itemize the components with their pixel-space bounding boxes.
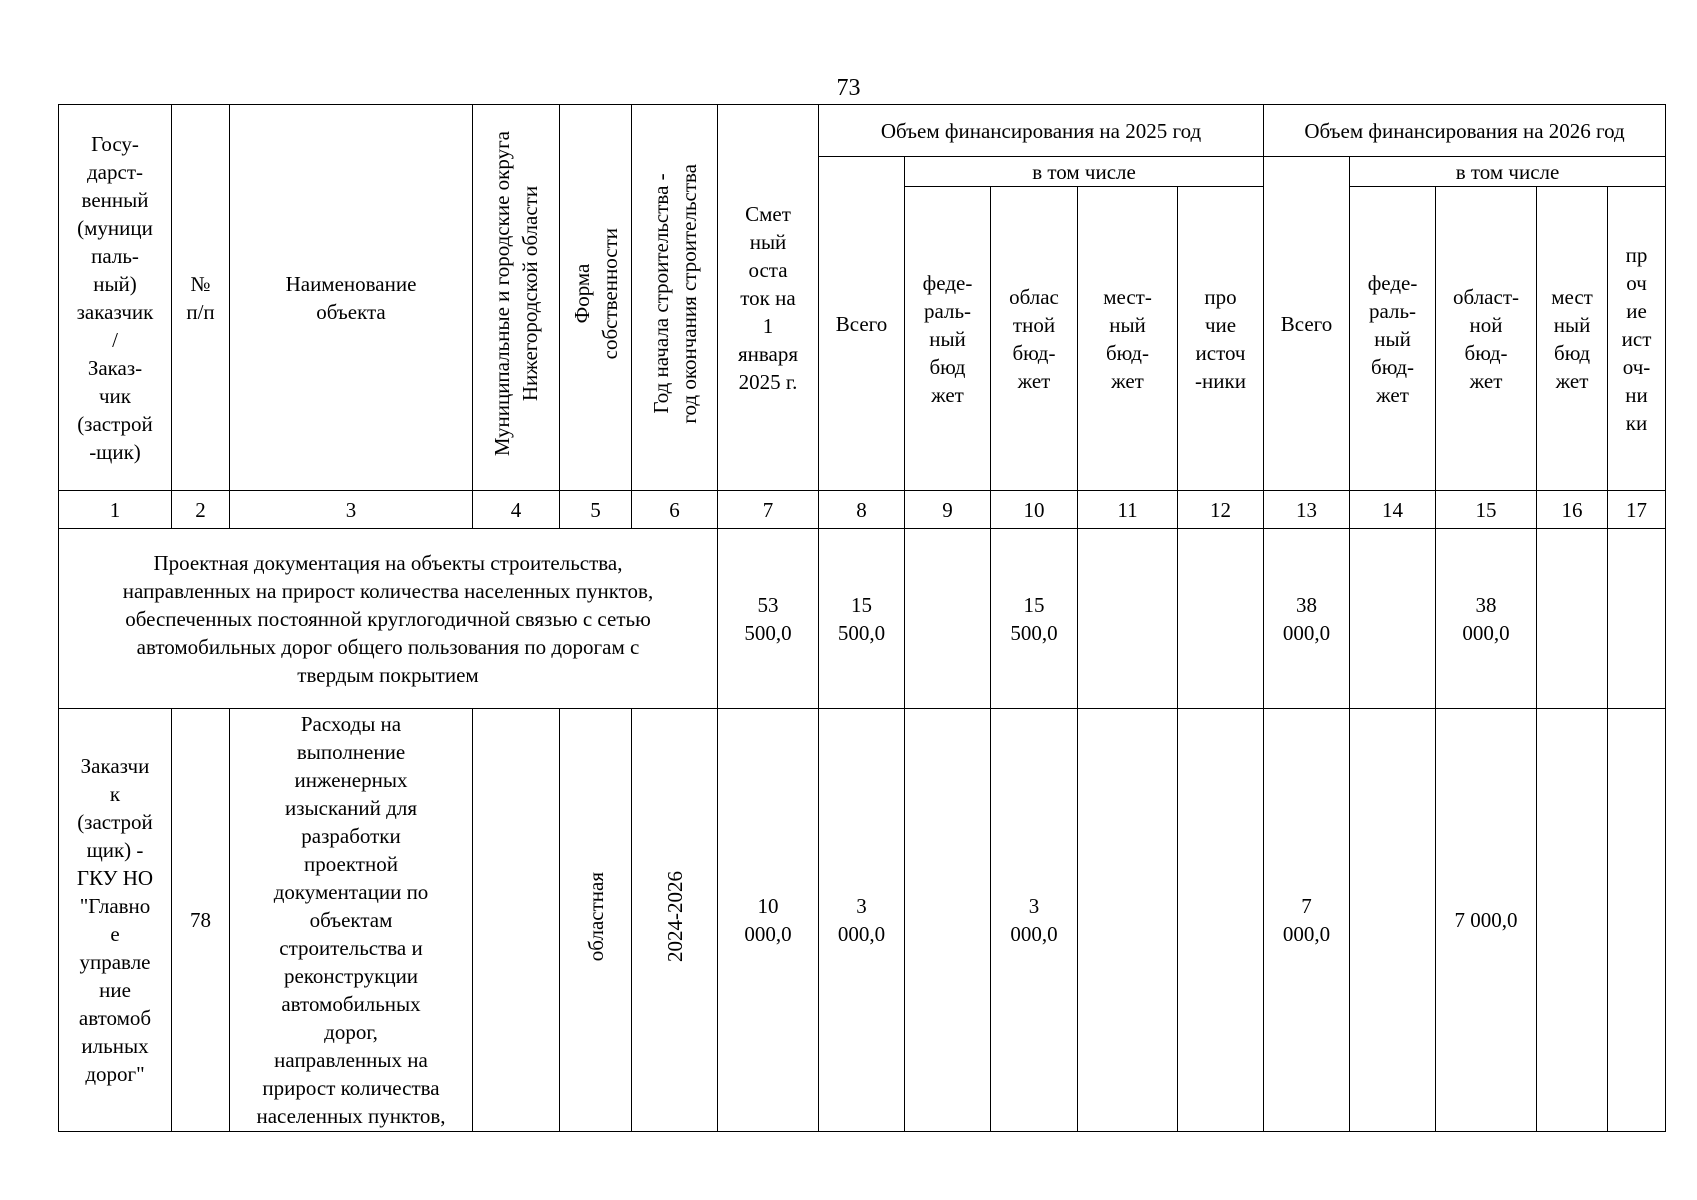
row-federal-2026: [1350, 709, 1436, 1132]
header-regional-2025: облас тной бюд- жет: [991, 187, 1078, 491]
page-number: 73: [836, 75, 861, 101]
column-number: 9: [905, 491, 991, 529]
header-object-name: Наименование объекта: [230, 105, 473, 491]
row-ownership: областная: [560, 709, 632, 1132]
header-federal-2026: феде- раль- ный бюд- жет: [1350, 187, 1436, 491]
row-years: 2024-2026: [632, 709, 718, 1132]
header-regional-2026: област- ной бюд- жет: [1436, 187, 1537, 491]
section-local-2025: [1078, 529, 1178, 709]
column-number: 5: [560, 491, 632, 529]
header-other-2026: пр оч ие ист оч- ни ки: [1608, 187, 1666, 491]
column-number: 8: [819, 491, 905, 529]
header-local-2025: мест- ный бюд- жет: [1078, 187, 1178, 491]
row-customer: Заказчи к (застрой щик) - ГКУ НО "Главно е управле ние автомоб ильных дорог": [59, 709, 172, 1132]
section-federal-2026: [1350, 529, 1436, 709]
header-federal-2025: феде- раль- ный бюд жет: [905, 187, 991, 491]
column-number: 13: [1264, 491, 1350, 529]
section-title: Проектная документация на объекты строительства, направленных на прирост количества населенных пунктов, обеспеченных постоянной круглогодичной связью с сетью автомобильных дорог общего пользования по дорогам с твердым покрытием: [59, 529, 718, 709]
header-total-2026: Всего: [1264, 157, 1350, 491]
header-local-2026: мест ный бюд жет: [1537, 187, 1608, 491]
section-local-2026: [1537, 529, 1608, 709]
row-local-2025: [1078, 709, 1178, 1132]
column-number: 3: [230, 491, 473, 529]
header-number: № п/п: [172, 105, 230, 491]
header-other-2025: про чие источ -ники: [1178, 187, 1264, 491]
column-number: 11: [1078, 491, 1178, 529]
header-including-2026: в том числе: [1350, 157, 1666, 187]
column-number: 10: [991, 491, 1078, 529]
column-number: 7: [718, 491, 819, 529]
column-number-row: [59, 491, 1666, 529]
column-number: 4: [473, 491, 560, 529]
header-years: Год начала строительства - год окончания строительства: [632, 105, 718, 491]
header-including-2025: в том числе: [905, 157, 1264, 187]
header-financing-2026: Объем финансирования на 2026 год: [1264, 105, 1666, 157]
row-object-name: Расходы на выполнение инженерных изысканий для разработки проектной документации по объектам строительства и реконструкции автомобильных дорог, направленных на прирост количества населенных пунктов,: [230, 709, 473, 1132]
section-regional-2026: 38 000,0: [1436, 529, 1537, 709]
table-row: [59, 709, 1666, 1132]
row-local-2026: [1537, 709, 1608, 1132]
column-number: 6: [632, 491, 718, 529]
section-row: [59, 529, 1666, 709]
header-municipality: Муниципальные и городские округа Нижегородской области: [473, 105, 560, 491]
header-customer: Госу- дарст- венный (муници паль- ный) заказчик / Заказ- чик (застрой -щик): [59, 105, 172, 491]
column-number: 16: [1537, 491, 1608, 529]
financing-table: [58, 104, 1666, 1132]
section-other-2025: [1178, 529, 1264, 709]
row-number: 78: [172, 709, 230, 1132]
column-number: 1: [59, 491, 172, 529]
column-number: 15: [1436, 491, 1537, 529]
column-number: 2: [172, 491, 230, 529]
column-number: 12: [1178, 491, 1264, 529]
header-ownership: Форма собственности: [560, 105, 632, 491]
header-estimated-balance: Смет ный оста ток на 1 января 2025 г.: [718, 105, 819, 491]
section-estimated-balance: 53 500,0: [718, 529, 819, 709]
row-federal-2025: [905, 709, 991, 1132]
section-total-2025: 15 500,0: [819, 529, 905, 709]
section-total-2026: 38 000,0: [1264, 529, 1350, 709]
row-other-2026: [1608, 709, 1666, 1132]
section-other-2026: [1608, 529, 1666, 709]
row-regional-2025: 3 000,0: [991, 709, 1078, 1132]
header-total-2025: Всего: [819, 157, 905, 491]
row-estimated-balance: 10 000,0: [718, 709, 819, 1132]
row-municipality: [473, 709, 560, 1132]
row-other-2025: [1178, 709, 1264, 1132]
section-regional-2025: 15 500,0: [991, 529, 1078, 709]
column-number: 17: [1608, 491, 1666, 529]
column-number: 14: [1350, 491, 1436, 529]
row-total-2025: 3 000,0: [819, 709, 905, 1132]
row-regional-2026: 7 000,0: [1436, 709, 1537, 1132]
header-financing-2025: Объем финансирования на 2025 год: [819, 105, 1264, 157]
row-total-2026: 7 000,0: [1264, 709, 1350, 1132]
section-federal-2025: [905, 529, 991, 709]
